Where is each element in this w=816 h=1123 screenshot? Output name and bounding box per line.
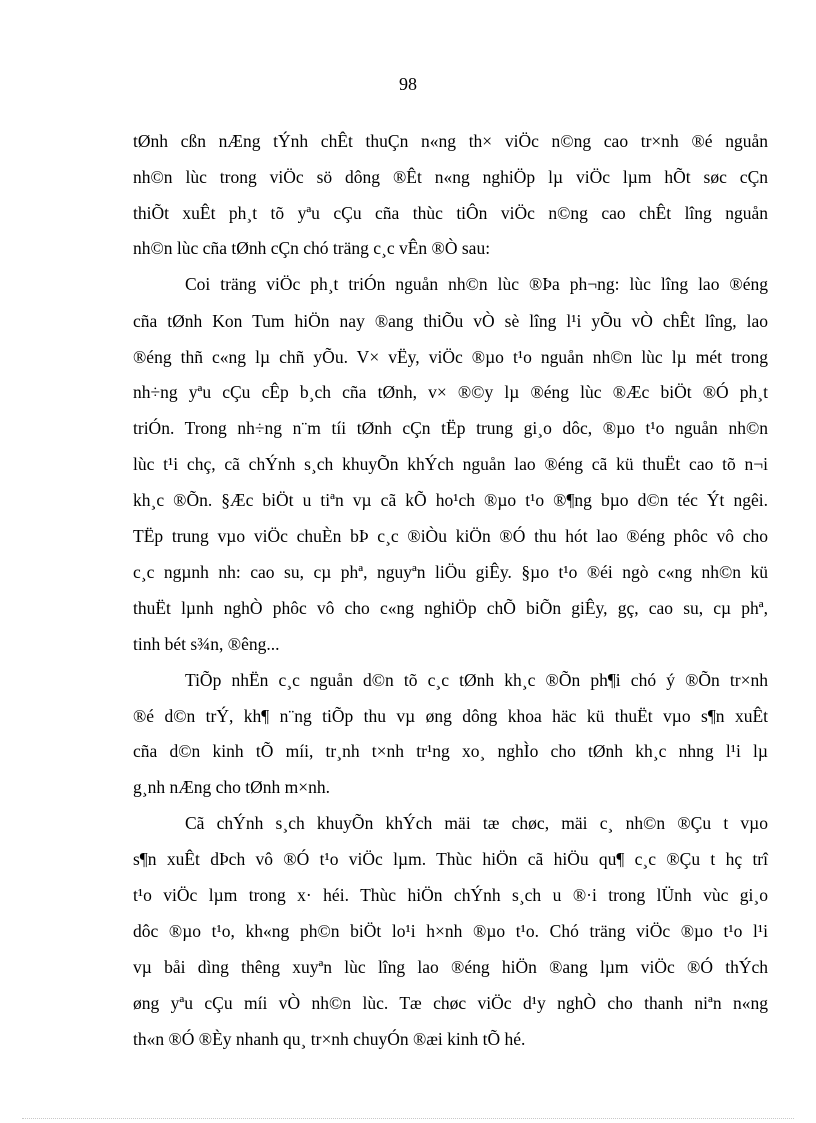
text-line: s¶n xuÊt dÞch vô ®Ó t¹o viÖc lµm. Thùc hiÖn cã hiÖu qu¶ c¸c ®Çu t hç trî [133,849,768,869]
text-line: ®éng thñ c«ng lµ chñ yÕu. V× vËy, viÖc ®µo t¹o nguån nh©n lùc lµ mét trong [133,347,768,367]
text-line: tinh bét s¾n, ®êng... [133,634,280,654]
text-line: dôc ®µo t¹o, kh«ng ph©n biÖt lo¹i h×nh ®µo t¹o. Chó träng viÖc ®µo t¹o l¹i [133,921,768,941]
text-line: nh©n lùc cña tØnh cÇn chó träng c¸c vÊn ®Ò sau: [133,238,491,258]
text-line: lùc t¹i chç, cã chÝnh s¸ch khuyÕn khÝch nguån lao ®éng cã kü thuËt cao tõ n¬i [133,454,768,474]
text-line: nh©n lùc trong viÖc sö dông ®Êt n«ng nghiÖp lµ viÖc lµm hÕt søc cÇn [133,167,768,187]
text-line: c¸c ngµnh nh: cao su, cµ phª, nguyªn liÖu giÊy. §µo t¹o ®éi ngò c«ng nh©n kü [133,562,768,582]
text-line: vµ båi dìng thêng xuyªn lùc lîng lao ®éng hiÖn ®ang lµm viÖc ®Ó thÝch [133,957,768,977]
text-line: Cã chÝnh s¸ch khuyÕn khÝch mäi tæ chøc, mäi c¸ nh©n ®Çu t vµo [185,813,768,833]
page-number: 98 [399,74,417,94]
text-line: nh÷ng yªu cÇu cÊp b¸ch cña tØnh, v× ®©y lµ ®éng lùc ®Æc biÖt ®Ó ph¸t [133,382,768,402]
text-line: TËp trung vµo viÖc chuÈn bÞ c¸c ®iÒu kiÖn ®Ó thu hót lao ®éng phôc vô cho [133,526,768,546]
text-line: ®é d©n trÝ, kh¶ n¨ng tiÕp thu vµ øng dông khoa häc kü thuËt vµo s¶n xuÊt [133,706,768,726]
page-bottom-border [22,1118,794,1119]
text-line: kh¸c ®Õn. §Æc biÖt u tiªn vµ cã kÕ ho¹ch ®µo t¹o ®¶ng bµo d©n téc Ýt ngêi. [133,490,768,510]
text-line: øng yªu cÇu míi vÒ nh©n lùc. Tæ chøc viÖc d¹y nghÒ cho thanh niªn n«ng [133,993,768,1013]
text-line: cña d©n kinh tÕ míi, tr¸nh t×nh tr¹ng xo¸ nghÌo cho tØnh kh¸c nhng l¹i lµ [133,741,768,761]
text-line: TiÕp nhËn c¸c nguån d©n tõ c¸c tØnh kh¸c ®Õn ph¶i chó ý ®Õn tr×nh [185,670,768,690]
text-line: t¹o viÖc lµm trong x· héi. Thùc hiÖn chÝnh s¸ch u ®·i trong lÜnh vùc gi¸o [133,885,768,905]
text-line: th«n ®Ó ®Èy nhanh qu¸ tr×nh chuyÓn ®æi kinh tÕ hé. [133,1029,526,1049]
text-line: Coi träng viÖc ph¸t triÓn nguån nh©n lùc ®Þa ph¬ng: lùc lîng lao ®éng [185,274,768,294]
text-line: tØnh cßn nÆng tÝnh chÊt thuÇn n«ng th× viÖc n©ng cao tr×nh ®é nguån [133,131,768,151]
text-line: thiÕt xuÊt ph¸t tõ yªu cÇu cña thùc tiÔn viÖc n©ng cao chÊt lîng nguån [133,203,768,223]
text-line: triÓn. Trong nh÷ng n¨m tíi tØnh cÇn tËp trung gi¸o dôc, ®µo t¹o nguån nh©n [133,418,768,438]
text-line: cña tØnh Kon Tum hiÖn nay ®ang thiÕu vÒ sè lîng l¹i yÕu vÒ chÊt lîng, lao [133,311,768,331]
text-line: thuËt lµnh nghÒ phôc vô cho c«ng nghiÖp chÕ biÕn giÊy, gç, cao su, cµ phª, [133,598,768,618]
text-line: g¸nh nÆng cho tØnh m×nh. [133,777,331,797]
